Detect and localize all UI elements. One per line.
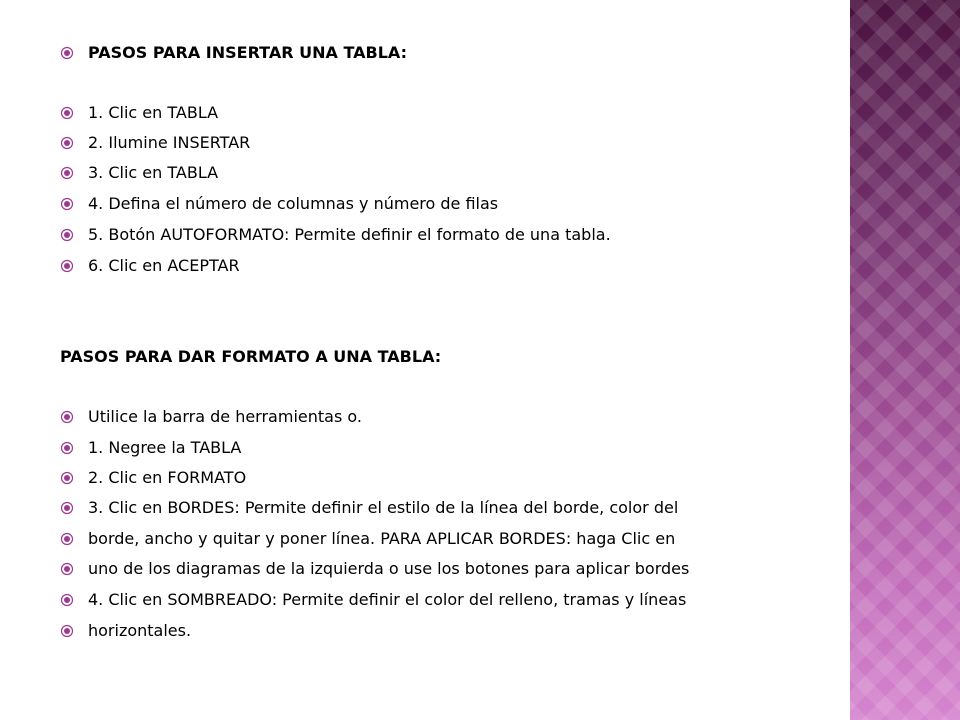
bullet-icon: [60, 166, 74, 180]
heading-text: PASOS PARA DAR FORMATO A UNA TABLA:: [60, 347, 442, 366]
bullet-icon: [60, 562, 74, 576]
heading-text: PASOS PARA INSERTAR UNA TABLA:: [88, 43, 407, 62]
list-item-text: 1. Clic en TABLA: [88, 103, 219, 122]
list-item-text: uno de los diagramas de la izquierda o use los botones para aplicar bordes: [88, 559, 690, 578]
bullet-icon: [60, 259, 74, 273]
list-item-text: 3. Clic en TABLA: [88, 163, 219, 182]
list-item-text: 2. Clic en FORMATO: [88, 468, 247, 487]
bullet-icon: [60, 410, 74, 424]
bullet-icon: [60, 106, 74, 120]
list-item-text: 4. Defina el número de columnas y número de filas: [88, 194, 499, 213]
list-item-text: 3. Clic en BORDES: Permite definir el estilo de la línea del borde, color del: [88, 498, 679, 517]
bullet-icon: [60, 197, 74, 211]
list-item-text: borde, ancho y quitar y poner línea. PARA APLICAR BORDES: haga Clic en: [88, 529, 676, 548]
bullet-icon: [60, 471, 74, 485]
bullet-icon: [60, 136, 74, 150]
decorative-side-panel: [850, 0, 960, 720]
list-item-text: 6. Clic en ACEPTAR: [88, 256, 240, 275]
list-item-text: 2. Ilumine INSERTAR: [88, 133, 251, 152]
list-item-text: 4. Clic en SOMBREADO: Permite definir el color del relleno, tramas y líneas: [88, 590, 687, 609]
list-item-text: Utilice la barra de herramientas o.: [88, 407, 362, 426]
list-item-text: 5. Botón AUTOFORMATO: Permite definir el formato de una tabla.: [88, 225, 611, 244]
bullet-icon: [60, 593, 74, 607]
bullet-icon: [60, 501, 74, 515]
list-item-text: 1. Negree la TABLA: [88, 438, 242, 457]
bullet-icon: [60, 624, 74, 638]
bullet-icon: [60, 532, 74, 546]
bullet-icon: [60, 46, 74, 60]
bullet-icon: [60, 441, 74, 455]
bullet-icon: [60, 228, 74, 242]
list-item-text: horizontales.: [88, 621, 192, 640]
